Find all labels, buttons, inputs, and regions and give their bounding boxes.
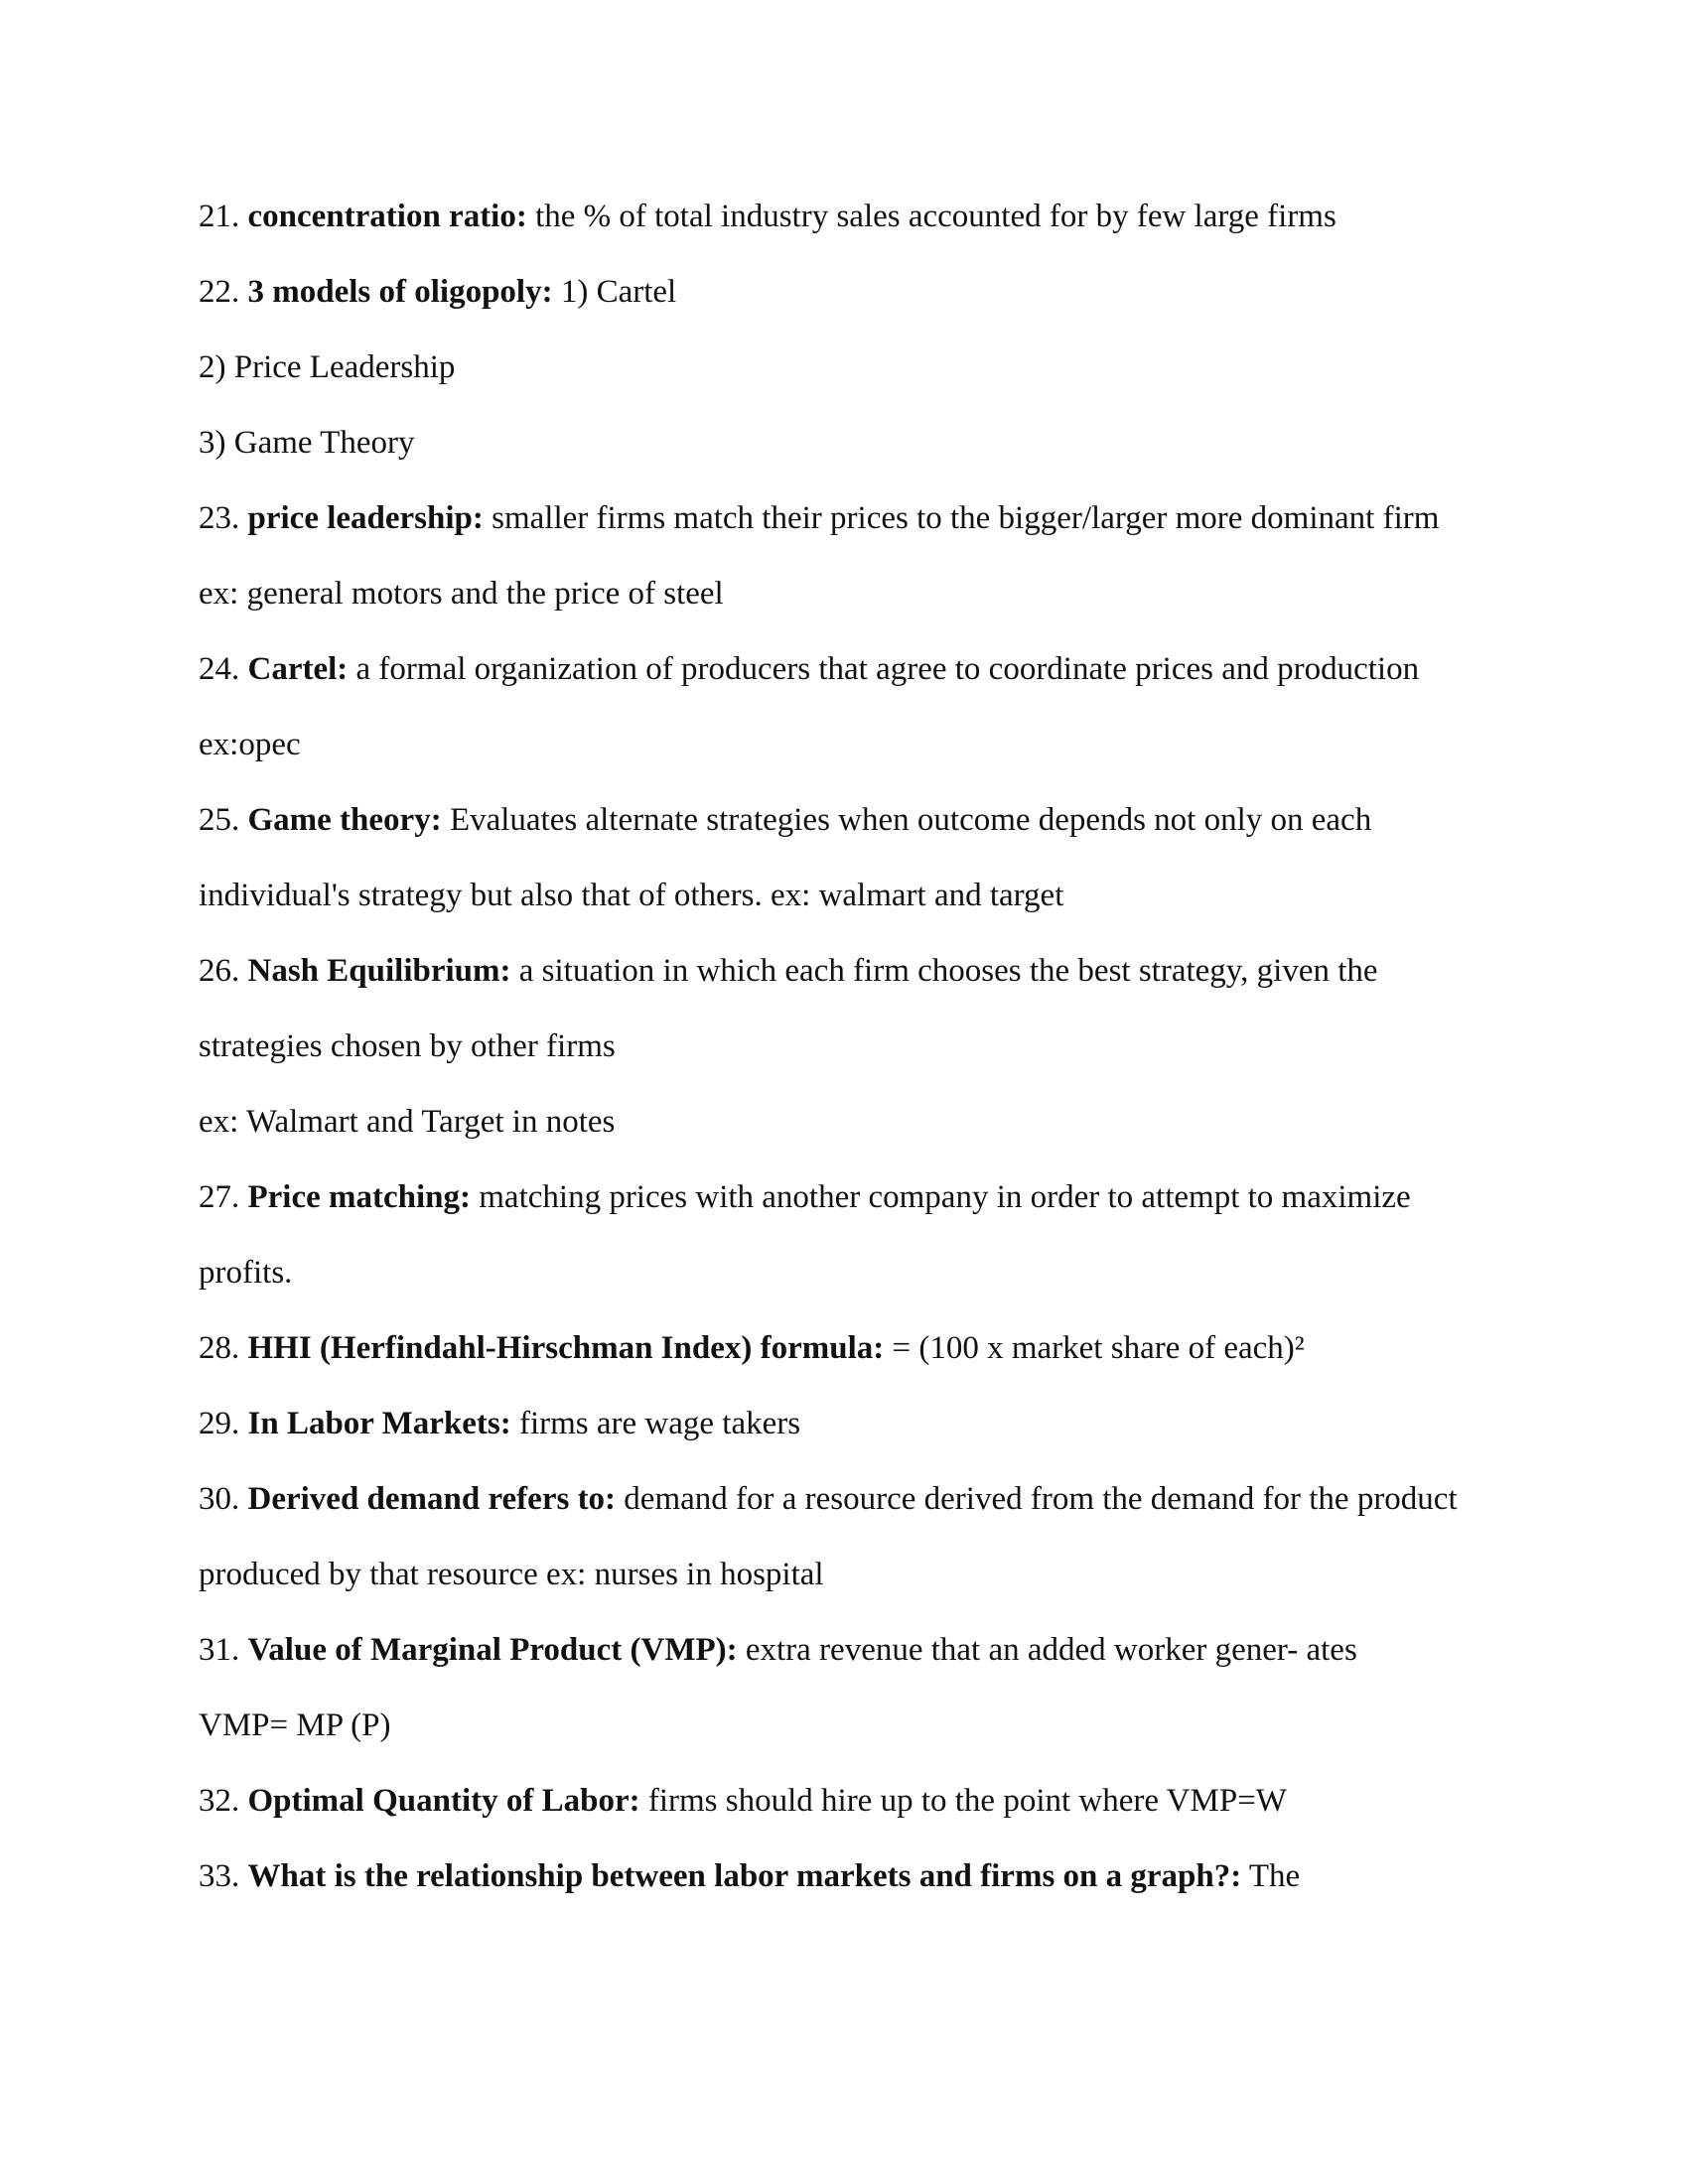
line-24	[199, 649, 1419, 689]
line-30	[199, 1479, 1458, 1519]
definition: 3) Game Theory	[199, 425, 415, 461]
line-27	[199, 1177, 1411, 1217]
definition: 1) Cartel	[560, 274, 677, 310]
term: Derived demand refers to:	[247, 1481, 617, 1517]
line-21	[199, 197, 1336, 236]
definition: VMP= MP (P)	[199, 1707, 391, 1743]
definition: = (100 x market share of each)²	[892, 1330, 1305, 1366]
line-33	[199, 1856, 1300, 1896]
line-23-cont	[199, 574, 724, 614]
line-28	[199, 1328, 1305, 1368]
item-number: 28.	[199, 1330, 240, 1366]
item-number: 23.	[199, 500, 240, 536]
definition: extra revenue that an added worker gener- ates	[745, 1632, 1357, 1668]
definition: demand for a resource derived from the demand for the product	[624, 1481, 1458, 1517]
item-number: 31.	[199, 1632, 240, 1668]
item-number: 30.	[199, 1481, 240, 1517]
term: Optimal Quantity of Labor:	[247, 1783, 640, 1819]
item-number: 29.	[199, 1406, 240, 1441]
term: In Labor Markets:	[247, 1406, 511, 1441]
term: Price matching:	[247, 1179, 472, 1215]
line-22	[199, 272, 676, 312]
line-29	[199, 1404, 800, 1443]
line-25	[199, 800, 1371, 840]
definition: a situation in which each firm chooses the best strategy, given the	[518, 953, 1378, 989]
definition: the % of total industry sales accounted for by few large firms	[535, 199, 1336, 234]
line-22-cont-1	[199, 347, 455, 387]
term: Game theory:	[247, 802, 442, 838]
line-27-cont	[199, 1253, 292, 1293]
item-number: 25.	[199, 802, 240, 838]
item-number: 21.	[199, 199, 240, 234]
definition: ex:opec	[199, 727, 301, 762]
line-31-cont	[199, 1706, 390, 1745]
line-31	[199, 1630, 1357, 1670]
item-number: 27.	[199, 1179, 240, 1215]
line-30-cont	[199, 1555, 824, 1594]
line-26-cont-1	[199, 1026, 616, 1066]
definition: Evaluates alternate strategies when outcome depends not only on each	[449, 802, 1372, 838]
definition: firms should hire up to the point where VMP=W	[647, 1783, 1287, 1819]
definition: produced by that resource ex: nurses in hospital	[199, 1557, 824, 1592]
definition: profits.	[199, 1255, 293, 1291]
definition: ex: general motors and the price of steel	[199, 576, 724, 612]
term: Nash Equilibrium:	[247, 953, 511, 989]
line-25-cont	[199, 876, 1063, 915]
definition: individual's strategy but also that of others. ex: walmart and target	[199, 878, 1064, 913]
item-number: 26.	[199, 953, 240, 989]
definition: firms are wage takers	[518, 1406, 801, 1441]
definition: 2) Price Leadership	[199, 349, 456, 385]
item-number: 32.	[199, 1783, 240, 1819]
term: 3 models of oligopoly:	[247, 274, 553, 310]
line-26	[199, 951, 1378, 991]
term: Cartel:	[247, 651, 349, 687]
definition: strategies chosen by other firms	[199, 1028, 616, 1064]
term: What is the relationship between labor markets and firms on a graph?:	[247, 1858, 1242, 1894]
term: concentration ratio:	[247, 199, 527, 234]
definition: The	[1248, 1858, 1301, 1894]
term: price leadership:	[247, 500, 484, 536]
definition: a formal organization of producers that agree to coordinate prices and production	[355, 651, 1420, 687]
term: HHI (Herfindahl-Hirschman Index) formula:	[247, 1330, 885, 1366]
item-number: 22.	[199, 274, 240, 310]
line-22-cont-2	[199, 423, 414, 463]
item-number: 33.	[199, 1858, 240, 1894]
item-number: 24.	[199, 651, 240, 687]
line-24-cont	[199, 725, 301, 764]
definition: smaller firms match their prices to the bigger/larger more dominant firm	[492, 500, 1440, 536]
term: Value of Marginal Product (VMP):	[247, 1632, 738, 1668]
line-23	[199, 498, 1439, 538]
line-26-cont-2	[199, 1102, 615, 1142]
line-32	[199, 1781, 1287, 1821]
definition: ex: Walmart and Target in notes	[199, 1104, 616, 1140]
definition: matching prices with another company in order to attempt to maximize	[479, 1179, 1411, 1215]
